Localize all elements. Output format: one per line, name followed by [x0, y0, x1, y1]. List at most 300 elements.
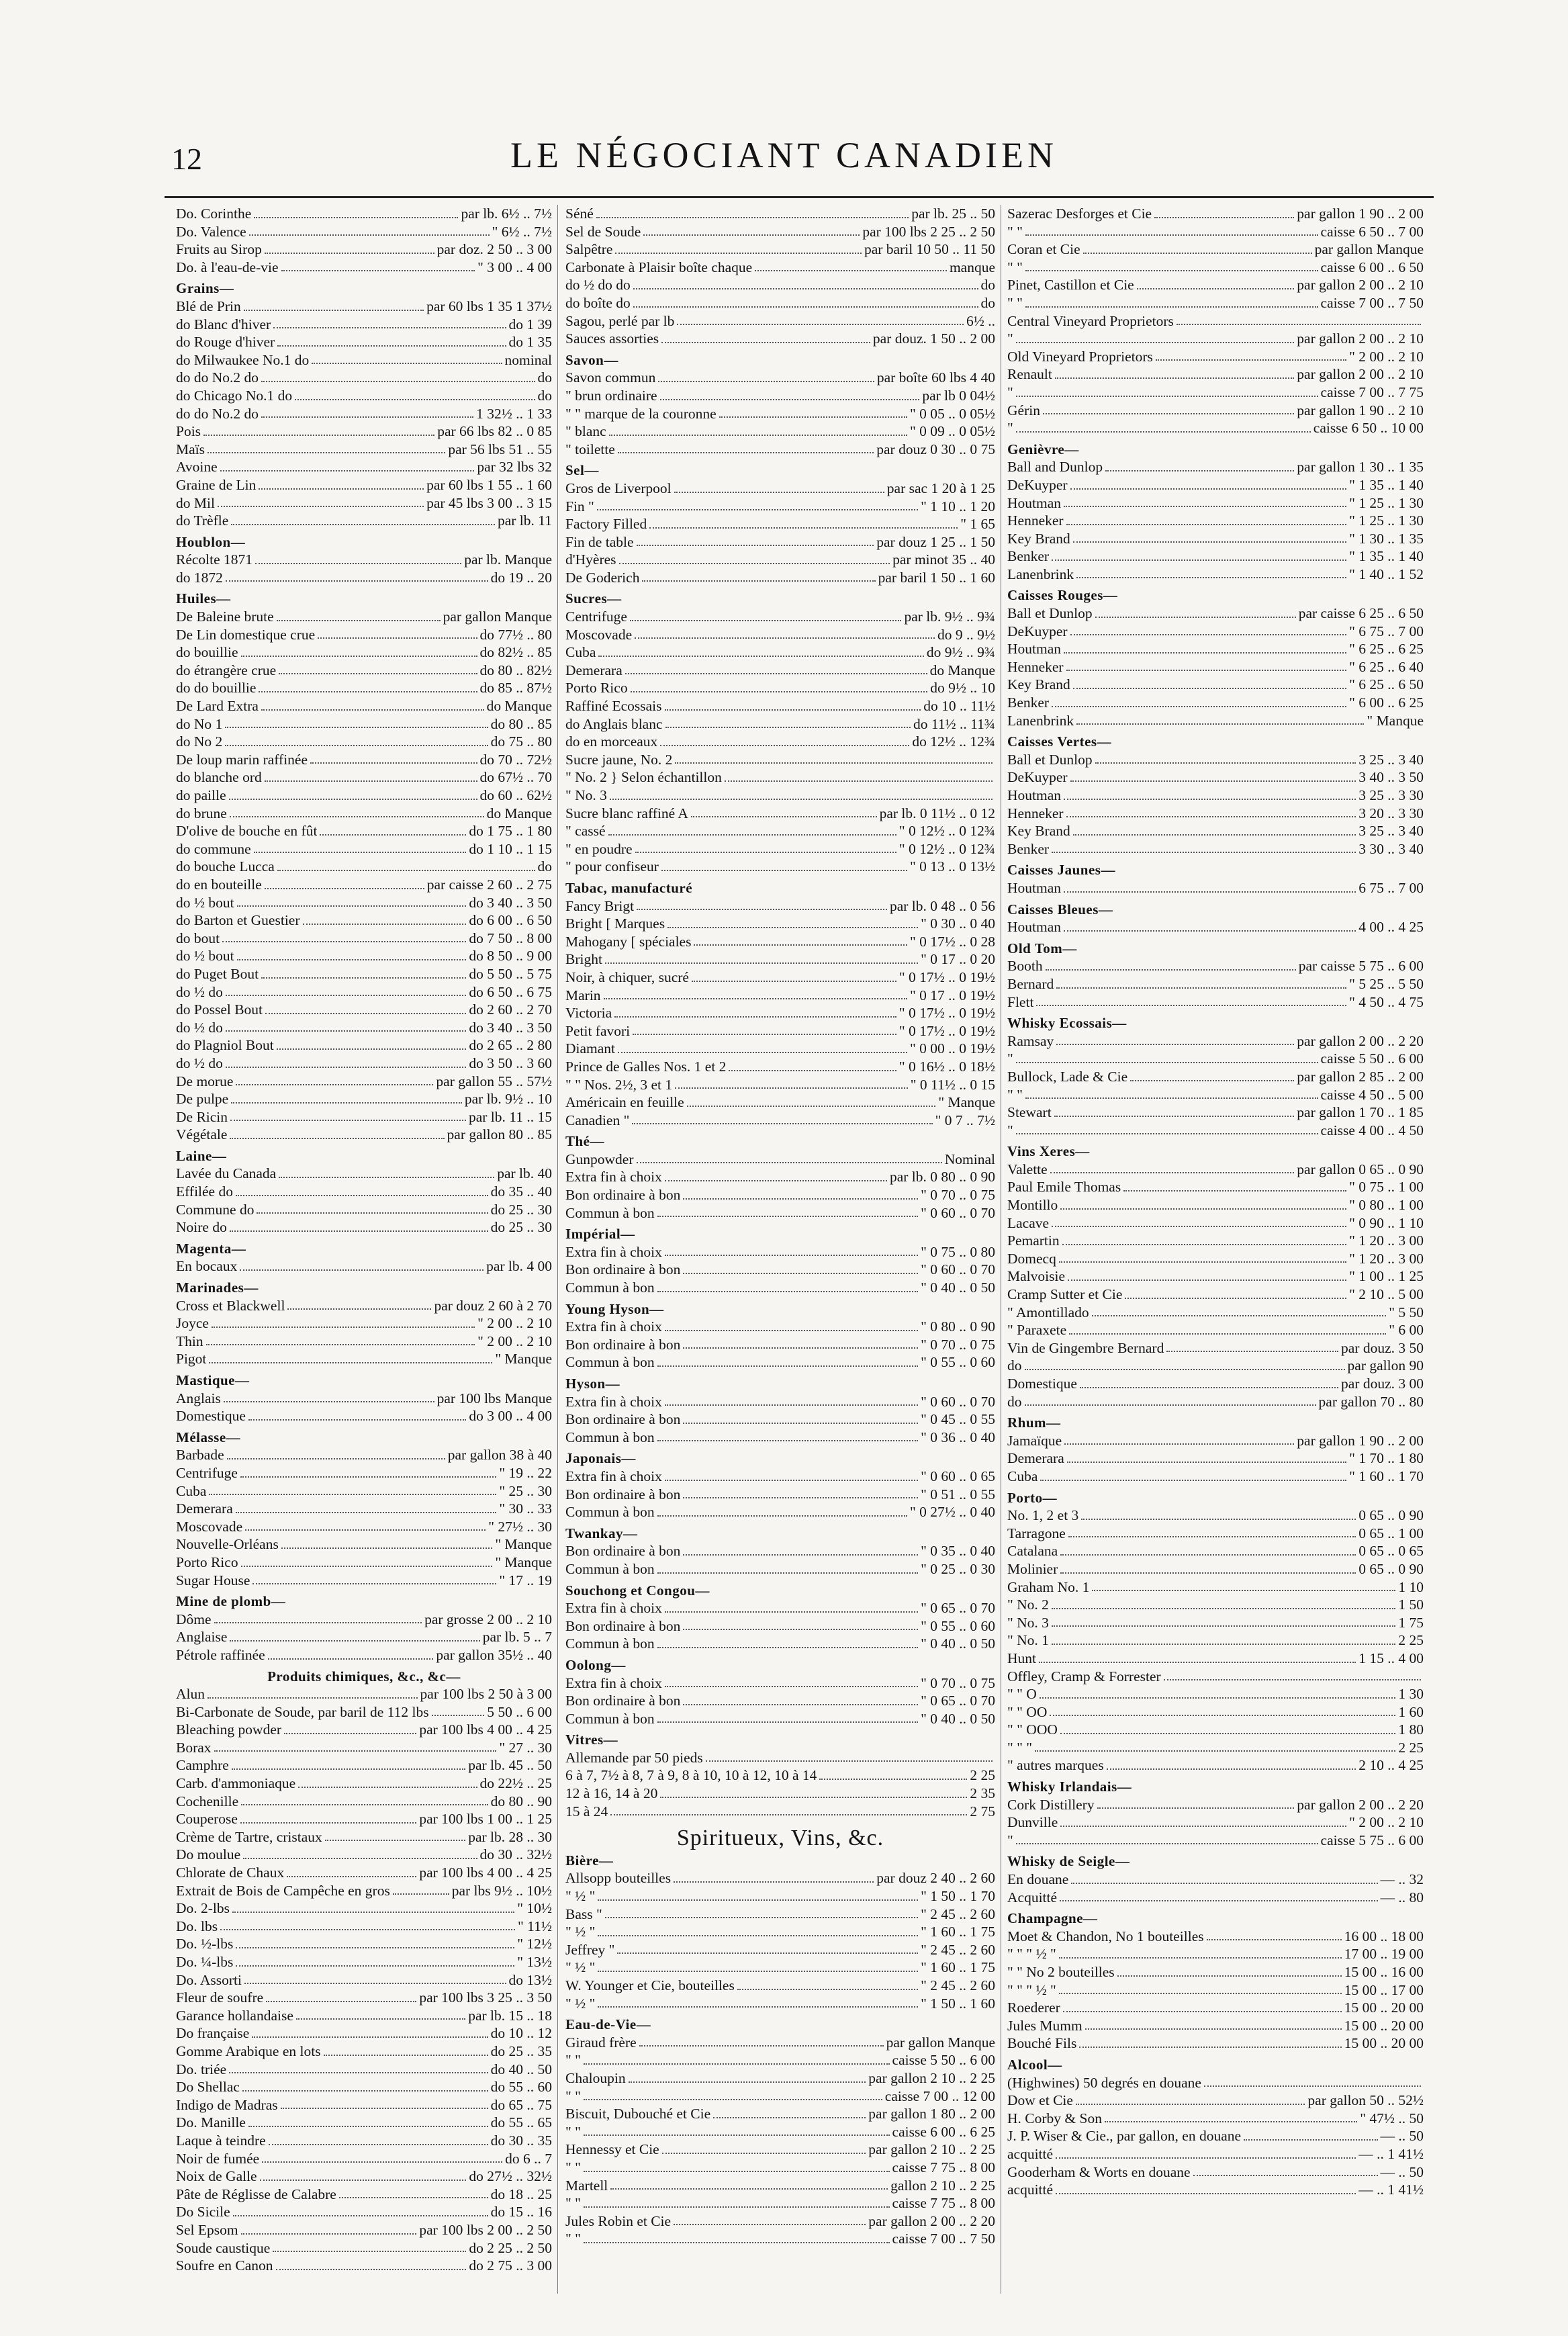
price-entry [565, 1803, 995, 1821]
item-name: Pigot [176, 1351, 207, 1367]
leader-dots [1066, 512, 1347, 525]
item-price: do 3 40 .. 3 50 [469, 1019, 552, 1036]
item-name: Cochenille [176, 1793, 239, 1809]
leader-dots [1060, 1196, 1346, 1210]
leader-dots [230, 1126, 444, 1139]
leader-dots [610, 787, 993, 800]
price-entry [565, 1905, 995, 1924]
leader-dots [222, 930, 466, 943]
price-entry [565, 276, 995, 294]
price-section [176, 1240, 552, 1275]
price-entry [176, 840, 552, 858]
item-name: Commun à bon [565, 1204, 655, 1221]
leader-dots [618, 1040, 907, 1053]
item-price: do 9½ .. 10 [930, 680, 995, 697]
item-price: par gallon 2 00 .. 2 20 [868, 2212, 995, 2229]
leader-dots [598, 643, 923, 657]
item-name: Bon ordinaire à bon [565, 1543, 681, 1560]
leader-dots [683, 1336, 918, 1349]
leader-dots [265, 876, 424, 889]
item-name: Do Shellac [176, 2079, 240, 2096]
price-entry [1007, 604, 1424, 623]
item-name: Pemartin [1007, 1232, 1060, 1249]
leader-dots [1016, 419, 1311, 433]
leader-dots [692, 969, 896, 982]
item-name: Carbonate à Plaisir boîte chaque [565, 259, 753, 275]
leader-dots [237, 894, 467, 907]
item-price: Nominal [944, 1151, 995, 1167]
price-entry [1007, 365, 1424, 384]
item-name: Maïs [176, 441, 205, 457]
column-divider [557, 205, 558, 2294]
leader-dots [1025, 1086, 1318, 1099]
item-price: " 0 80 .. 0 90 [921, 1318, 995, 1335]
item-price: 15 00 .. 16 00 [1344, 1964, 1424, 1980]
leader-dots [1052, 840, 1356, 854]
leader-dots [244, 1971, 506, 1985]
item-price: " 0 45 .. 0 55 [921, 1411, 995, 1428]
item-name: Commun à bon [565, 1354, 655, 1371]
item-name: do blanche ord [176, 769, 262, 786]
item-name: Cuba [1007, 1468, 1038, 1484]
price-entry [176, 1218, 552, 1237]
price-entry [1007, 840, 1424, 858]
item-name: " " OOO [1007, 1721, 1058, 1738]
price-entry [1007, 805, 1424, 823]
item-price: " 1 25 .. 1 30 [1349, 512, 1424, 529]
price-entry [1007, 768, 1424, 787]
leader-dots [755, 259, 947, 272]
price-entry [1007, 1214, 1424, 1232]
leader-dots [1207, 1928, 1342, 1941]
price-entry [1007, 205, 1424, 223]
major-section-heading: Spiritueux, Vins, &c. [676, 1826, 884, 1851]
item-name: do do No.2 do [176, 369, 259, 386]
leader-dots [1064, 494, 1346, 508]
item-price: gallon 2 10 .. 2 25 [890, 2177, 995, 2194]
section-heading: Sucres— [565, 590, 622, 607]
item-price: " 0 65 .. 0 70 [921, 1600, 995, 1617]
leader-dots [1204, 2074, 1421, 2087]
item-name: Henneker [1007, 658, 1064, 675]
price-entry [176, 2042, 552, 2061]
item-price: par 56 lbs 51 .. 55 [448, 441, 552, 457]
price-entry [1007, 623, 1424, 641]
leader-dots [1016, 1050, 1318, 1063]
item-name: " No. 1 [1007, 1632, 1049, 1649]
item-price: par 66 lbs 82 .. 0 85 [437, 423, 552, 440]
leader-dots [1177, 312, 1421, 326]
leader-dots [642, 569, 875, 582]
item-price: par lb. 0 48 .. 0 56 [889, 897, 995, 914]
price-entry [1007, 1122, 1424, 1140]
leader-dots [637, 533, 874, 547]
price-section [1007, 1910, 1424, 2053]
item-name: Soude caustique [176, 2239, 271, 2256]
price-section [1007, 1014, 1424, 1139]
item-name: do Trèfle [176, 512, 229, 529]
leader-dots [252, 2024, 488, 2038]
leader-dots [598, 1959, 918, 1972]
leader-dots [694, 933, 907, 946]
section-heading: Impérial— [565, 1226, 635, 1243]
item-name: do paille [176, 787, 226, 803]
item-price: par lb. Manque [464, 551, 552, 568]
item-name: Houtman [1007, 787, 1062, 803]
price-entry [176, 1611, 552, 1629]
item-price: " 0 70 .. 0 75 [921, 1336, 995, 1353]
item-name: do do No.2 do [176, 405, 259, 422]
item-name: do bout [176, 930, 220, 946]
price-entry [1007, 476, 1424, 494]
price-entry [176, 733, 552, 751]
leader-dots [1070, 623, 1347, 636]
item-name: " Paraxete [1007, 1322, 1067, 1339]
item-price: " 17 .. 19 [499, 1572, 552, 1588]
price-section [176, 1372, 552, 1425]
item-name: Nouvelle-Orléans [176, 1536, 279, 1553]
item-price: do 30 .. 32½ [479, 1846, 552, 1863]
price-entry [565, 768, 995, 787]
price-entry [565, 787, 995, 805]
price-entry [176, 1257, 552, 1275]
item-name: Pâte de Réglisse de Calabre [176, 2186, 336, 2202]
leader-dots [281, 1535, 493, 1549]
item-price: nominal [504, 351, 552, 368]
item-price: par lb. 0 80 .. 0 90 [889, 1169, 995, 1185]
item-name: do étrangère crue [176, 662, 277, 678]
price-entry [176, 551, 552, 569]
item-name: do Blanc d'hiver [176, 316, 271, 332]
item-price: par gallon 35½ .. 40 [436, 1646, 552, 1663]
item-price: " 0 17 .. 0 19½ [909, 987, 995, 1003]
item-price: 4 00 .. 4 25 [1358, 919, 1424, 936]
leader-dots [279, 1165, 494, 1178]
item-name: Noir, à chiquer, sucré [565, 969, 689, 985]
item-name: Offley, Cramp & Forrester [1007, 1668, 1161, 1684]
leader-dots [279, 662, 477, 675]
price-entry [1007, 348, 1424, 366]
item-price: " 3 00 .. 4 00 [477, 259, 552, 275]
price-entry [1007, 658, 1424, 676]
price-entry [176, 1864, 552, 1882]
item-name: " " [1007, 1086, 1023, 1103]
item-name: do No 1 [176, 715, 223, 732]
item-price: par gallon 2 00 .. 2 10 [1297, 366, 1424, 383]
leader-dots [268, 1646, 434, 1660]
item-name: Domestique [1007, 1376, 1077, 1392]
price-entry [565, 2051, 995, 2069]
item-price: do 82½ .. 85 [479, 644, 552, 661]
price-entry [1007, 676, 1424, 694]
leader-dots [1107, 1756, 1356, 1770]
price-entry [1007, 1889, 1424, 1907]
item-price: do 8 50 .. 9 00 [469, 948, 552, 964]
leader-dots [584, 2159, 890, 2172]
item-name: " " Nos. 2½, 3 et 1 [565, 1076, 673, 1093]
price-entry [1007, 2181, 1424, 2199]
price-entry [1007, 787, 1424, 805]
item-name: do ½ do do [565, 277, 631, 294]
price-entry [1007, 1871, 1424, 1889]
item-price: do [537, 858, 552, 875]
leader-dots [630, 608, 901, 621]
leader-dots [1068, 1267, 1346, 1281]
price-entry [565, 1058, 995, 1076]
price-entry [176, 947, 552, 965]
leader-dots [1052, 694, 1346, 707]
item-price: " 0 30 .. 0 40 [921, 915, 995, 932]
item-name: " No. 3 [1007, 1614, 1049, 1631]
item-name: Cork Distillery [1007, 1796, 1095, 1813]
leader-dots [240, 1810, 416, 1824]
price-entry [565, 2105, 995, 2123]
item-name: Laque à teindre [176, 2132, 266, 2149]
item-name: Pétrole raffinée [176, 1646, 265, 1663]
leader-dots [657, 1503, 907, 1517]
price-entry [565, 2069, 995, 2087]
item-price: do Manque [929, 662, 995, 678]
item-price: do 60 .. 62½ [479, 787, 552, 803]
price-entry [176, 1314, 552, 1333]
item-price: do 6 50 .. 6 75 [469, 983, 552, 1000]
price-entry [176, 369, 552, 387]
leader-dots [706, 1749, 993, 1762]
item-name: Noir de fumée [176, 2150, 260, 2167]
item-price: " 0 17½ .. 0 19½ [898, 1005, 995, 1022]
item-price: do 25 .. 30 [490, 1201, 552, 1218]
price-entry [176, 858, 552, 876]
leader-dots [277, 858, 535, 871]
item-name: Flett [1007, 993, 1034, 1010]
leader-dots [1073, 530, 1346, 543]
price-section [565, 1731, 995, 1820]
price-entry [176, 1446, 552, 1464]
item-price: do 19 .. 20 [490, 569, 552, 586]
item-name: Canadien " [565, 1112, 630, 1128]
item-name: do ½ do [176, 1019, 223, 1036]
item-name: Jules Robin et Cie [565, 2212, 672, 2229]
price-section [1007, 586, 1424, 729]
item-price: manque [949, 259, 995, 275]
item-name: Demerara [176, 1500, 233, 1517]
price-entry [1007, 240, 1424, 259]
item-price: 0 65 .. 0 65 [1358, 1543, 1424, 1560]
item-price: " 1 60 .. 1 70 [1349, 1468, 1424, 1484]
leader-dots [281, 2096, 488, 2110]
item-price: caisse 7 75 .. 8 00 [892, 2159, 995, 2175]
price-entry [176, 476, 552, 494]
item-name: " [1007, 330, 1013, 347]
price-entry [176, 2186, 552, 2204]
price-section [565, 1300, 995, 1372]
item-price: par 100 lbs 3 25 .. 3 50 [419, 1989, 552, 2006]
item-name: Bright [565, 951, 602, 968]
item-price: par gallon 2 85 .. 2 00 [1297, 1068, 1424, 1085]
item-price: " 6 25 .. 6 25 [1349, 641, 1424, 658]
leader-dots [1016, 1832, 1318, 1845]
price-section [565, 1449, 995, 1521]
price-section [1007, 1778, 1424, 1849]
leader-dots [224, 1390, 434, 1403]
item-name: Barbade [176, 1447, 224, 1464]
item-price: do 25 .. 30 [490, 1219, 552, 1236]
item-name: Centrifuge [565, 609, 627, 625]
item-price: do 2 65 .. 2 80 [469, 1037, 552, 1054]
leader-dots [1064, 879, 1356, 893]
item-name: Victoria [565, 1005, 612, 1022]
leader-dots [1068, 1525, 1356, 1538]
leader-dots [241, 1793, 488, 1806]
item-price: do 77½ .. 80 [479, 626, 552, 643]
price-section [176, 1429, 552, 1589]
item-price: do Manque [486, 805, 552, 821]
item-name: Bon ordinaire à bon [565, 1486, 681, 1502]
item-name: do Barton et Guestier [176, 912, 300, 929]
item-price: par baril 1 50 .. 1 60 [878, 569, 995, 586]
item-name: Effilée do [176, 1183, 233, 1200]
item-name: Do. ¼-lbs [176, 1954, 234, 1970]
leader-dots [687, 1093, 936, 1107]
item-name: Sel Epsom [176, 2221, 238, 2238]
item-price: 3 30 .. 3 40 [1358, 840, 1424, 857]
leader-dots [269, 2132, 488, 2145]
item-name: Marin [565, 987, 601, 1003]
item-price: par douz. 3 50 [1341, 1339, 1424, 1356]
item-name: Extra fin à choix [565, 1318, 662, 1335]
price-section [176, 205, 552, 276]
leader-dots [318, 626, 477, 639]
item-price: par caisse 6 25 .. 6 50 [1298, 605, 1424, 622]
item-price: — .. 50 [1380, 2128, 1424, 2145]
item-name: Noix de Galle [176, 2168, 257, 2185]
leader-dots [226, 1054, 467, 1068]
leader-dots [259, 679, 477, 692]
item-price: do 2 60 .. 2 70 [469, 1001, 552, 1018]
leader-dots [1137, 276, 1295, 289]
price-entry [176, 1500, 552, 1518]
price-entry [1007, 879, 1424, 897]
item-name: Bon ordinaire à bon [565, 1617, 681, 1634]
price-entry [176, 1482, 552, 1500]
price-entry [1007, 1250, 1424, 1268]
item-name: Alun [176, 1686, 205, 1703]
leader-dots [1052, 547, 1346, 561]
item-price: par gallon 38 à 40 [447, 1447, 552, 1464]
item-price: " 1 35 .. 1 40 [1349, 476, 1424, 493]
section-heading: Grains— [176, 280, 234, 297]
leader-dots [1036, 993, 1346, 1007]
item-price: " 0 65 .. 0 70 [921, 1693, 995, 1709]
item-name: Paul Emile Thomas [1007, 1179, 1121, 1196]
price-entry [176, 1971, 552, 1989]
leader-dots [683, 1542, 918, 1556]
item-price: 2 75 [970, 1803, 995, 1820]
item-name: Extra fin à choix [565, 1674, 662, 1691]
item-price: " Manque [495, 1554, 552, 1570]
item-name: Booth [1007, 958, 1043, 975]
price-entry [1007, 1560, 1424, 1578]
price-entry [176, 662, 552, 680]
item-name: W. Younger et Cie, bouteilles [565, 1977, 735, 1993]
item-name: Commun à bon [565, 1560, 655, 1577]
item-name: De Lin domestique crue [176, 626, 316, 643]
price-entry [565, 1635, 995, 1653]
leader-dots [1080, 1375, 1338, 1388]
leader-dots [1025, 294, 1318, 308]
item-price: do 80 .. 85 [490, 715, 552, 732]
item-price: par sac 1 20 à 1 25 [886, 480, 995, 496]
item-name: Gunpowder [565, 1151, 634, 1167]
price-entry [176, 1019, 552, 1037]
item-name: " No. 2 [1007, 1597, 1049, 1613]
price-entry [176, 223, 552, 241]
item-name: Anglais [176, 1390, 221, 1406]
item-price: do 3 40 .. 3 50 [469, 894, 552, 911]
section-heading: Huiles— [176, 590, 231, 607]
item-name: Salpêtre [565, 241, 613, 258]
item-price: par boîte 60 lbs 4 40 [876, 369, 995, 386]
section-heading: Caisses Vertes— [1007, 733, 1112, 750]
item-name: Houtman [1007, 641, 1062, 658]
price-entry [1007, 1832, 1424, 1850]
item-name: De Lard Extra [176, 698, 259, 715]
item-price: " 0 17 .. 0 20 [921, 951, 995, 968]
price-entry [176, 1882, 552, 1900]
price-entry [176, 2221, 552, 2239]
price-section [565, 312, 995, 348]
leader-dots [605, 1905, 918, 1919]
price-entry [565, 1186, 995, 1204]
item-name: Cross et Blackwell [176, 1297, 285, 1314]
item-price: par gallon 2 00 .. 2 20 [1297, 1796, 1424, 1813]
leader-dots [1050, 1703, 1395, 1717]
item-price: 2 25 [1398, 1739, 1424, 1756]
price-entry [1007, 1468, 1424, 1486]
item-price: do 80 .. 90 [490, 1793, 552, 1809]
price-entry [176, 768, 552, 787]
price-entry [176, 2239, 552, 2257]
leader-dots [393, 1882, 449, 1895]
price-entry [176, 2061, 552, 2079]
leader-dots [1052, 1596, 1395, 1609]
leader-dots [729, 1058, 896, 1071]
leader-dots [237, 947, 467, 960]
item-name: do bouillie [176, 644, 238, 661]
item-name: Fruits au Sirop [176, 241, 262, 258]
item-price: " 0 36 .. 0 40 [921, 1429, 995, 1445]
item-price: caisse 6 00 .. 6 25 [892, 2123, 995, 2140]
price-entry [176, 876, 552, 894]
item-name: " ½ " [565, 1995, 596, 2012]
price-entry [176, 240, 552, 259]
item-price: par gallon Manque [443, 609, 552, 625]
leader-dots [660, 1785, 967, 1798]
item-name: do [1007, 1357, 1022, 1374]
price-entry [565, 569, 995, 587]
price-entry [176, 608, 552, 626]
item-price: par gallon 2 00 .. 2 10 [1297, 277, 1424, 294]
item-price: " 1 70 .. 1 80 [1349, 1450, 1424, 1467]
price-section [176, 533, 552, 587]
item-name: Commun à bon [565, 1635, 655, 1652]
price-entry [565, 312, 995, 330]
leader-dots [1060, 1813, 1346, 1827]
price-entry [1007, 223, 1424, 241]
price-entry [1007, 1196, 1424, 1214]
item-price: par gallon 50 .. 52½ [1307, 2092, 1424, 2109]
item-name: " pour confiseur [565, 858, 659, 875]
